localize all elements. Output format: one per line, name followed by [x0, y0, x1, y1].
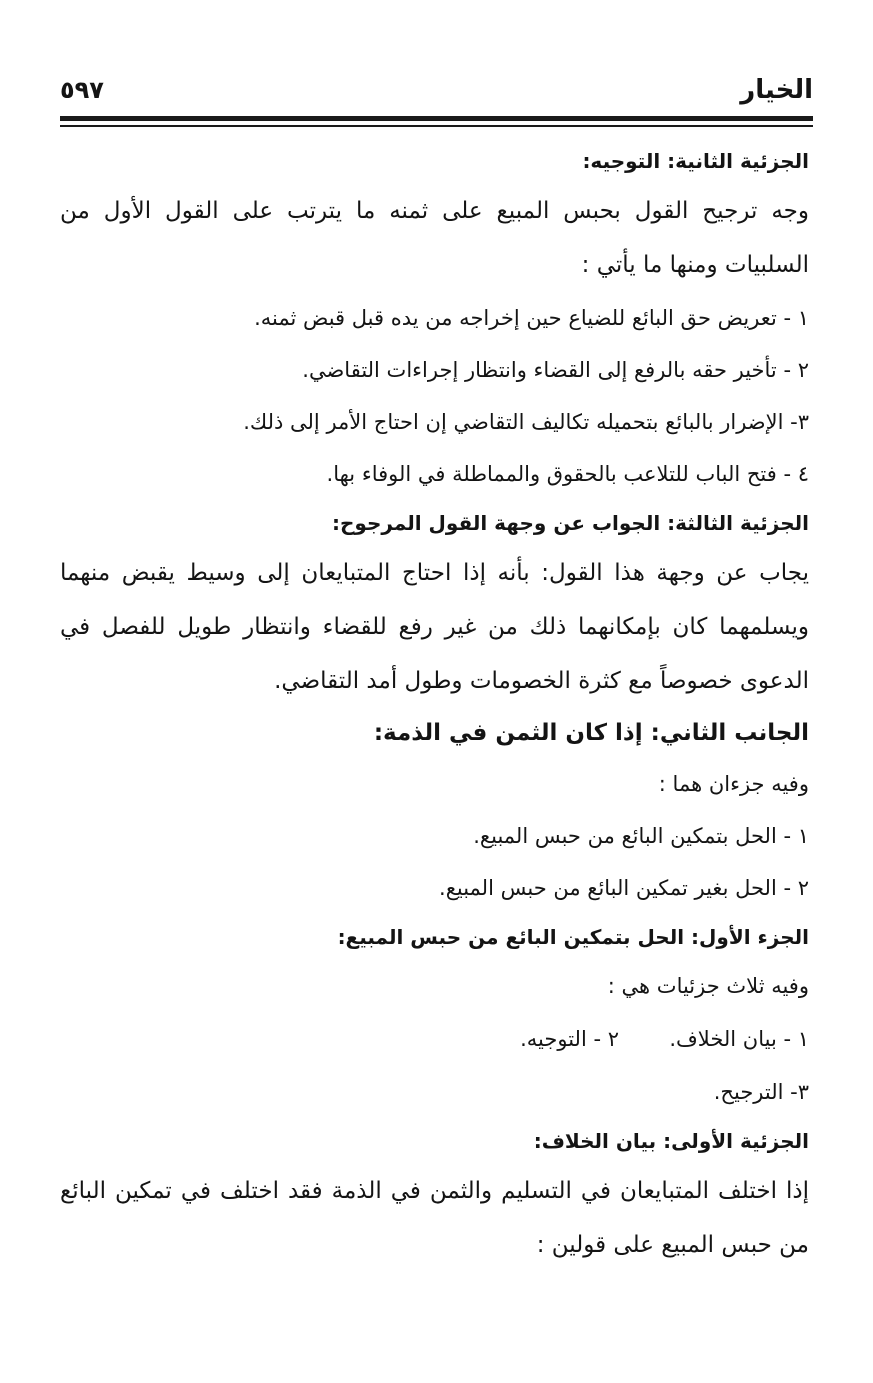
list-item: ٢ - الحل بغير تمكين البائع من حبس المبيع. — [439, 876, 809, 900]
list-item: ٢ - التوجيه. — [520, 1027, 619, 1051]
paragraph-line: ويسلمهما كان بإمكانهما ذلك من غير رفع للقضاء وانتظار طويل للفصل في — [60, 614, 809, 640]
page-number: ٥٩٧ — [60, 76, 104, 104]
paragraph-line: وجه ترجيح القول بحبس المبيع على ثمنه ما يترتب على القول الأول من — [60, 198, 809, 224]
paragraph-line: يجاب عن وجهة هذا القول: بأنه إذا احتاج المتبايعان إلى وسيط يقبض منهما — [60, 560, 809, 586]
running-title: الخيار — [740, 75, 813, 105]
list-item: ٣- الترجيح. — [713, 1080, 809, 1104]
paragraph-line: الدعوى خصوصاً مع كثرة الخصومات وطول أمد التقاضي. — [274, 668, 809, 694]
body-text — [60, 138, 809, 1272]
list-item: ٤ - فتح الباب للتلاعب بالحقوق والمماطلة في الوفاء بها. — [326, 462, 809, 486]
list-item: ٣- الإضرار بالبائع بتحميله تكاليف التقاضي إن احتاج الأمر إلى ذلك. — [243, 410, 809, 434]
paragraph-line: إذا اختلف المتبايعان في التسليم والثمن في الذمة فقد اختلف في تمكين البائع — [60, 1178, 809, 1204]
list-item: ٢ - تأخير حقه بالرفع إلى القضاء وانتظار إجراءات التقاضي. — [302, 358, 809, 382]
section-heading: الجزئية الثانية: التوجيه: — [582, 149, 809, 173]
list-row — [60, 1012, 809, 1066]
section-heading: الجزء الأول: الحل بتمكين البائع من حبس المبيع: — [337, 925, 809, 949]
paragraph-line: وفيه جزءان هما : — [658, 772, 809, 796]
list-item: ١ - الحل بتمكين البائع من حبس المبيع. — [473, 824, 809, 848]
page-header — [60, 62, 813, 114]
list-item: ١ - بيان الخلاف. — [669, 1027, 809, 1051]
header-rule-thick — [60, 116, 813, 121]
paragraph-line: السلبيات ومنها ما يأتي : — [581, 252, 809, 278]
paragraph-line: من حبس المبيع على قولين : — [536, 1232, 809, 1258]
section-heading: الجانب الثاني: إذا كان الثمن في الذمة: — [373, 720, 809, 746]
list-item: ١ - تعريض حق البائع للضياع حين إخراجه من يده قبل قبض ثمنه. — [254, 306, 809, 330]
header-rule-thin — [60, 125, 813, 127]
paragraph-line: وفيه ثلاث جزئيات هي : — [607, 974, 809, 998]
section-heading: الجزئية الأولى: بيان الخلاف: — [533, 1129, 809, 1153]
section-heading: الجزئية الثالثة: الجواب عن وجهة القول المرجوح: — [332, 511, 809, 535]
